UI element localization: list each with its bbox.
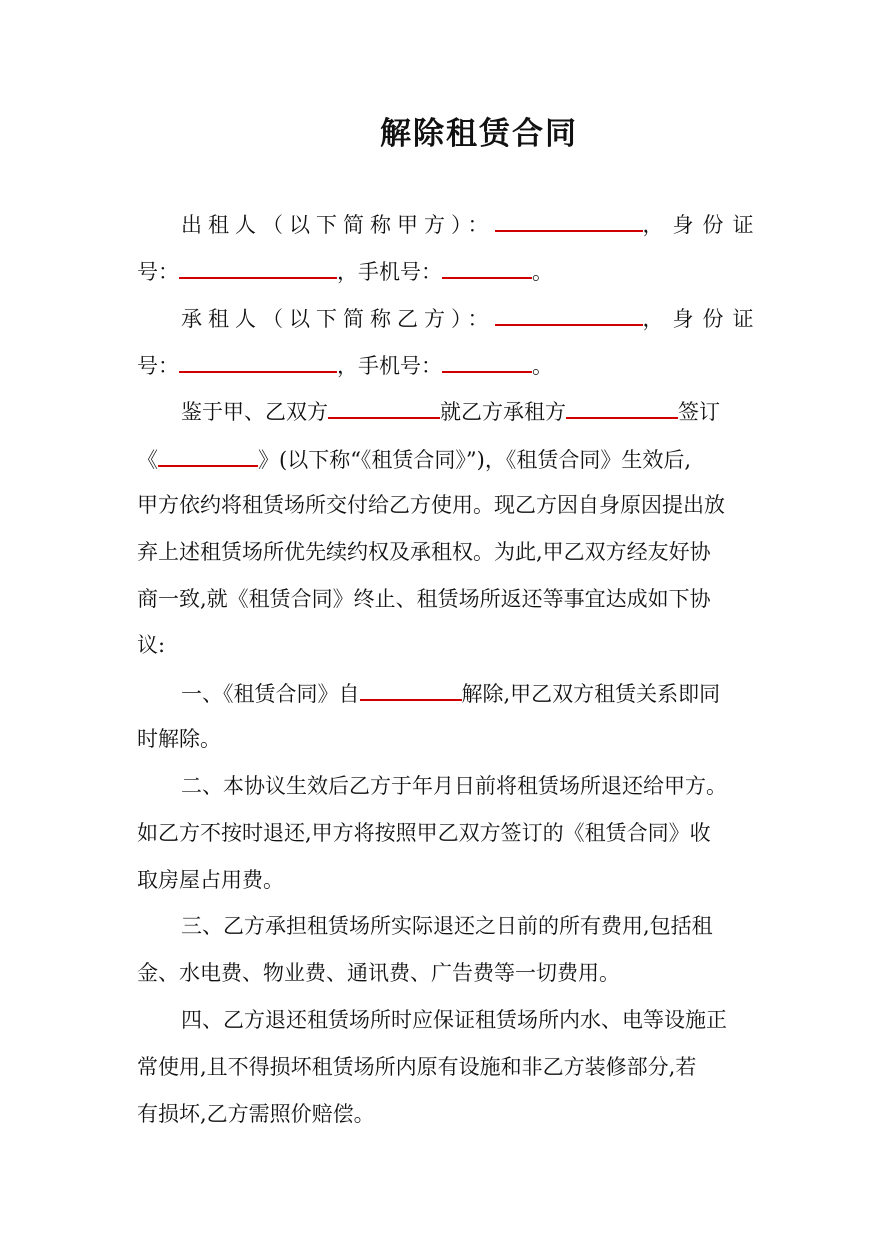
contract-name-line — [137, 443, 757, 473]
lessee-name-blank[interactable] — [495, 302, 643, 326]
clause-1-line — [137, 677, 757, 707]
clause-1-text-a: 一、《租赁合同》自 — [181, 682, 360, 706]
lessee-id-blank[interactable] — [179, 349, 337, 373]
clause-1-text-b: 解除,甲乙双方租赁关系即同 — [461, 682, 721, 706]
whereas-text-a: 鉴于甲、乙双方 — [181, 400, 328, 424]
clause-2-cont-2: 取房屋占用费。 — [137, 868, 284, 892]
phone-label-1: ，手机号： — [337, 260, 442, 284]
whereas-text-c: 签订 — [678, 400, 720, 424]
period-1: 。 — [532, 260, 553, 284]
id-label-1: ，身份证 — [642, 213, 763, 237]
lessor-label: 出租人（以下简称甲方）： — [181, 213, 495, 237]
whereas-line — [137, 395, 757, 425]
document-title: 解除租赁合同 — [380, 116, 578, 152]
contract-name-blank[interactable] — [158, 443, 258, 467]
lessor-name-blank[interactable] — [495, 208, 643, 232]
body-line-8: 弃上述租赁场所优先续约权及承租权。为此,甲乙双方经友好协 — [137, 540, 711, 564]
clause-2-line: 二、本协议生效后乙方于年月日前将租赁场所退还给甲方。 — [181, 774, 727, 798]
clause-3-line: 三、乙方承担租赁场所实际退还之日前的所有费用,包括租 — [181, 914, 713, 938]
lessor-id-blank[interactable] — [179, 255, 337, 279]
bracket-open: 《 — [137, 448, 158, 472]
clause-3-cont: 金、水电费、物业费、通讯费、广告费等一切费用。 — [137, 961, 620, 985]
whereas-text-b: 就乙方承租方 — [440, 400, 566, 424]
body-line-10: 议: — [137, 633, 166, 657]
clause-4-cont-2: 有损坏,乙方需照价赔偿。 — [137, 1102, 375, 1126]
lessor-id-line — [137, 255, 757, 285]
lessor-phone-blank[interactable] — [442, 255, 532, 279]
premises-blank[interactable] — [566, 395, 678, 419]
lessee-line — [137, 302, 763, 332]
lessor-line — [137, 208, 763, 238]
body-line-9: 商一致,就《租赁合同》终止、租赁场所返还等事宜达成如下协 — [137, 587, 711, 611]
termination-date-blank[interactable] — [360, 677, 462, 701]
date-blank[interactable] — [328, 395, 440, 419]
id-prefix-1: 号： — [137, 260, 179, 284]
id-label-2: ，身份证 — [642, 307, 763, 331]
clause-2-cont-1: 如乙方不按时退还,甲方将按照甲乙双方签订的《租赁合同》收 — [137, 821, 711, 845]
contract-ref-text: 》(以下称“《租赁合同》”)，《租赁合同》生效后, — [258, 448, 692, 472]
clause-1-cont: 时解除。 — [137, 727, 221, 751]
body-line-7: 甲方依约将租赁场所交付给乙方使用。现乙方因自身原因提出放 — [137, 493, 725, 517]
id-prefix-2: 号： — [137, 354, 179, 378]
lessee-label: 承租人（以下简称乙方）： — [181, 307, 495, 331]
clause-4-line: 四、乙方退还租赁场所时应保证租赁场所内水、电等设施正 — [181, 1008, 727, 1032]
period-2: 。 — [532, 354, 553, 378]
phone-label-2: ，手机号： — [337, 354, 442, 378]
clause-4-cont-1: 常使用,且不得损坏租赁场所内原有设施和非乙方装修部分,若 — [137, 1055, 697, 1079]
lessee-phone-blank[interactable] — [442, 349, 532, 373]
lessee-id-line — [137, 349, 757, 379]
